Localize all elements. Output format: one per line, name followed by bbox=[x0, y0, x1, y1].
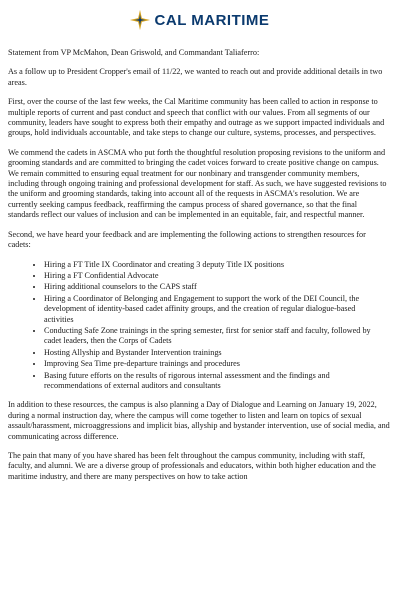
list-item: • Basing future efforts on the results of rigorous internal assessment and the findings and recommendations of external auditors and consultants bbox=[44, 371, 390, 392]
paragraph-ascma: We commend the cadets in ASCMA who put forth the thoughtful resolution proposing revisions to the uniform and grooming standards and are committed to bringing the cadet voices forward to create positive change on campus. We remain committed to ensuring equal treatment for our nonbinary and transgender community members, including through ongoing training and professional development for staff. As such, we have suggested revisions to the uniform and grooming standards, taking into account all of the requests in ASCMA's resolution. We are currently seeking campus feedback, reaffirming the campus process of shared governance, so that the final standards reflect our values of inclusion and can be implemented in an equitable, fair, and respectful manner. bbox=[8, 147, 387, 220]
paragraph-intro: As a follow up to President Cropper's email of 11/22, we wanted to reach out and provide additional details in two areas. bbox=[8, 67, 383, 87]
list-item: • Improving Sea Time pre-departure trainings and procedures bbox=[44, 359, 390, 369]
paragraph-second-area: Second, we have heard your feedback and are implementing the following actions to strengthen resources for cadets: bbox=[8, 229, 366, 250]
paragraph-day-of-dialogue: In addition to these resources, the campus is also planning a Day of Dialogue and Learning on January 19, 2022, during a normal instruction day, where the campus will come together to listen and learn on topics of sexual assault/harassment, microaggressions and implicit bias, allyship and bystander intervention, use of social media, and communicating across difference. bbox=[8, 400, 390, 441]
paragraph-first-area: First, over the course of the last few weeks, the Cal Maritime community has been called to action in response to multiple reports of current and past conduct and speech that conflict with our values. From all segments of our community, leaders have sought to express both their empathy and outrage as we support impacted individuals and groups, hold individuals accountable, and take steps to change our culture, systems, processes, and perspectives. bbox=[8, 97, 385, 138]
list-item: • Hiring additional counselors to the CAPS staff bbox=[44, 282, 390, 292]
statement-heading: Statement from VP McMahon, Dean Griswold, and Commandant Taliaferro: bbox=[8, 48, 260, 57]
list-item: • Hiring a Coordinator of Belonging and Engagement to support the work of the DEI Council, the development of identity-based cadet affinity groups, and the creation of regular dialogue-based activities bbox=[44, 294, 390, 325]
list-item: • Hiring a FT Confidential Advocate bbox=[44, 271, 390, 281]
paragraph-community-pain: The pain that many of you have shared has been felt throughout the campus community, including with staff, faculty, and alumni. We are a diverse group of professionals and educators, within both higher education and the maritime industry, and there are many perspectives on how to take action bbox=[8, 451, 376, 481]
cal-maritime-logo[interactable] bbox=[8, 6, 390, 34]
list-item: • Hosting Allyship and Bystander Intervention trainings bbox=[44, 348, 390, 358]
logo-text: CAL MARITIME bbox=[154, 11, 270, 29]
actions-list bbox=[8, 260, 390, 392]
list-item: • Hiring a FT Title IX Coordinator and creating 3 deputy Title IX positions bbox=[44, 260, 390, 270]
compass-star-icon bbox=[129, 9, 151, 31]
list-item: • Conducting Safe Zone trainings in the spring semester, first for senior staff and faculty, followed by cadet leaders, then the Corps of Cadets bbox=[44, 326, 390, 347]
